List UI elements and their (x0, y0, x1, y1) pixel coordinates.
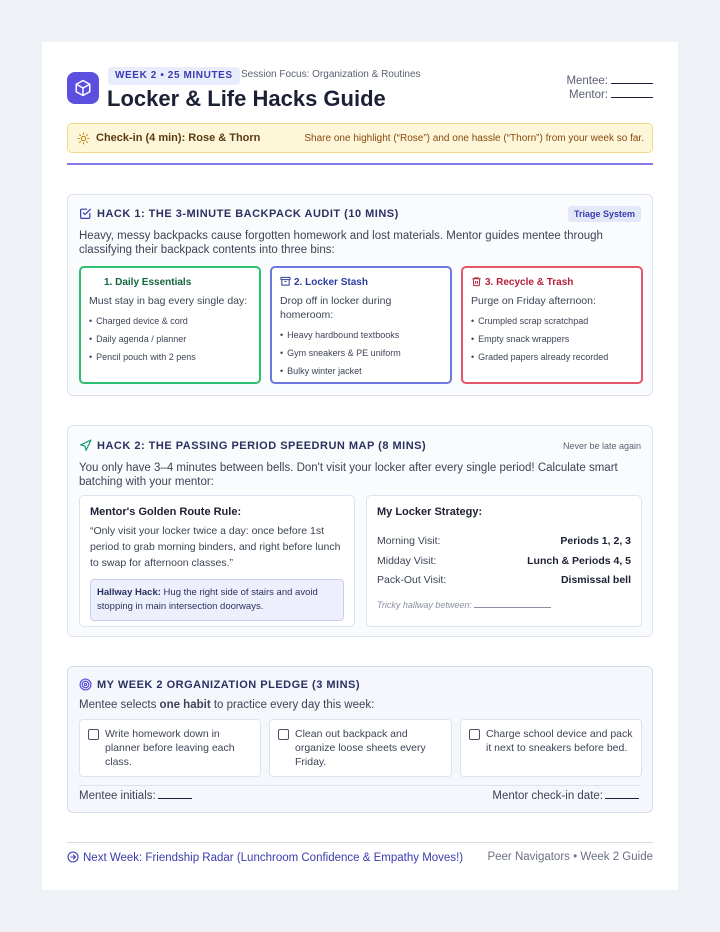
pledge-intro-pre: Mentee selects (79, 699, 160, 711)
bin-locker-stash (270, 266, 452, 384)
pledge-option[interactable] (269, 719, 452, 777)
locker-strategy-box (366, 495, 642, 627)
strategy-title: My Locker Strategy: (377, 506, 483, 518)
hack2-title: HACK 2: THE PASSING PERIOD SPEEDRUN MAP (8 MINS) (97, 440, 427, 452)
header (67, 66, 653, 124)
guide-page (42, 42, 678, 890)
pledge-option[interactable] (79, 719, 261, 777)
tricky-hallway-line[interactable] (474, 601, 551, 608)
bin-recycle-trash (461, 266, 643, 384)
target-icon (79, 678, 92, 694)
bin-subtitle: Drop off in locker during homeroom: (280, 295, 392, 321)
visit-label: Pack-Out Visit: (377, 574, 447, 586)
rule-title: Mentor's Golden Route Rule: (90, 506, 242, 518)
pledge-option-text: Clean out backpack and organize loose sheets every Friday. (295, 728, 426, 768)
list-item: • Gym sneakers & PE uniform (280, 344, 442, 362)
hack1-card (67, 194, 653, 396)
checkbox[interactable] (278, 729, 289, 740)
golden-rule-box (79, 495, 355, 627)
mentee-initials-label: Mentee initials: (79, 790, 156, 802)
pledge-divider (79, 785, 641, 786)
trash-icon (471, 276, 482, 292)
visit-list (377, 532, 631, 591)
bin-heading (280, 276, 442, 290)
checkin-label: Check-in (4 min): Rose & Thorn (96, 132, 261, 144)
bin-subtitle: Purge on Friday afternoon: (471, 295, 596, 307)
footer-divider (67, 842, 653, 843)
list-item: • Daily agenda / planner (89, 330, 251, 348)
list-item: • Graded papers already recorded (471, 348, 633, 366)
checkbox-icon (79, 207, 92, 223)
guide-content (67, 66, 653, 864)
week-badge: WEEK 2 • 25 MINUTES (108, 67, 240, 85)
mentee-initials-line[interactable] (158, 790, 192, 799)
mentee-name-line[interactable] (611, 75, 653, 84)
checkbox[interactable] (469, 729, 480, 740)
list-item: • Crumpled scrap scratchpad (471, 312, 633, 330)
mentee-label: Mentee: (566, 75, 608, 87)
arrow-circle-icon (67, 851, 79, 866)
mentor-checkin-label: Mentor check-in date: (492, 790, 603, 802)
navigation-icon (79, 439, 92, 455)
mentor-label: Mentor: (569, 89, 608, 101)
pledge-option-text: Write homework down in planner before leaving each class. (105, 728, 235, 768)
visit-row (377, 532, 631, 552)
sun-icon (77, 132, 90, 150)
visit-row (377, 571, 631, 591)
pledge-intro-post: to practice every day this week: (210, 699, 375, 711)
session-focus: Session Focus: Organization & Routines (241, 69, 421, 80)
hack2-intro: You only have 3–4 minutes between bells. Don't visit your locker after every single period! Calculate smart batching with your mentor: (79, 462, 618, 488)
visit-row (377, 552, 631, 572)
list-item: • Charged device & cord (89, 312, 251, 330)
triage-tag: Triage System (568, 206, 641, 222)
mentee-initials-field (79, 790, 192, 802)
hallway-hack-callout (90, 579, 344, 621)
bin-subtitle: Must stay in bag every single day: (89, 295, 248, 307)
hallway-hack-label: Hallway Hack: (97, 587, 161, 598)
hack1-title: HACK 1: THE 3-MINUTE BACKPACK AUDIT (10 MINS) (97, 208, 399, 220)
pledge-intro-bold: one habit (159, 699, 211, 711)
mentor-checkin-line[interactable] (605, 790, 639, 799)
pledge-option[interactable] (460, 719, 642, 777)
bin-title: 2. Locker Stash (294, 277, 368, 288)
list-item: • Heavy hardbound textbooks (280, 326, 442, 344)
bin-daily-essentials (79, 266, 261, 384)
hack1-intro: Heavy, messy backpacks cause forgotten homework and lost materials. Mentor guides mentee through classifying their backpack contents into three bins: (79, 230, 603, 256)
name-fields (566, 74, 653, 102)
pledge-title: MY WEEK 2 ORGANIZATION PLEDGE (3 MINS) (97, 679, 361, 691)
hack2-card (67, 425, 653, 637)
pledge-signatures (79, 790, 639, 802)
hallway-hack-text: Hug the right side of stairs and avoid stopping in main intersection doorways. (97, 587, 318, 612)
visit-label: Midday Visit: (377, 554, 437, 567)
list-item: • Bulky winter jacket (280, 362, 442, 380)
checkin-text: Share one highlight (“Rose”) and one hassle (“Thorn”) from your week so far. (304, 133, 644, 144)
mentor-name-line[interactable] (611, 89, 653, 98)
mentor-checkin-field (492, 790, 639, 802)
visit-value: Dismissal bell (560, 574, 631, 586)
hack2-note: Never be late again (562, 441, 641, 451)
next-week-link[interactable] (67, 851, 463, 866)
checkin-banner (67, 123, 653, 153)
pledge-intro (79, 698, 639, 712)
visit-value: Lunch & Periods 4, 5 (527, 554, 631, 567)
bin-title: 1. Daily Essentials (104, 277, 192, 288)
rule-quote: “Only visit your locker twice a day: once before 1st period to grab morning binders, and right before lunch to swap for afternoon classes.” (90, 525, 341, 569)
tricky-label: Tricky hallway between: (377, 599, 472, 610)
checkbox[interactable] (88, 729, 99, 740)
hack1-heading (79, 207, 399, 223)
archive-icon (280, 276, 291, 292)
pledge-heading (79, 678, 360, 694)
pledge-option-text: Charge school device and pack it next to sneakers before bed. (486, 728, 633, 754)
header-divider (67, 163, 653, 165)
hack2-heading (79, 439, 426, 455)
page-title: Locker & Life Hacks Guide (107, 86, 386, 111)
bin-title: 3. Recycle & Trash (485, 277, 574, 288)
list-item: • Empty snack wrappers (471, 330, 633, 348)
tricky-hallway (377, 600, 631, 610)
next-week-text: Next Week: Friendship Radar (Lunchroom Confidence & Empathy Moves!) (83, 852, 464, 864)
list-item: • Pencil pouch with 2 pens (89, 348, 251, 366)
visit-value: Periods 1, 2, 3 (560, 535, 631, 547)
footer-credit: Peer Navigators • Week 2 Guide (487, 851, 653, 863)
pledge-card (67, 666, 653, 813)
bin-heading (471, 276, 633, 290)
visit-label: Morning Visit: (377, 535, 441, 547)
box-icon (67, 72, 99, 104)
